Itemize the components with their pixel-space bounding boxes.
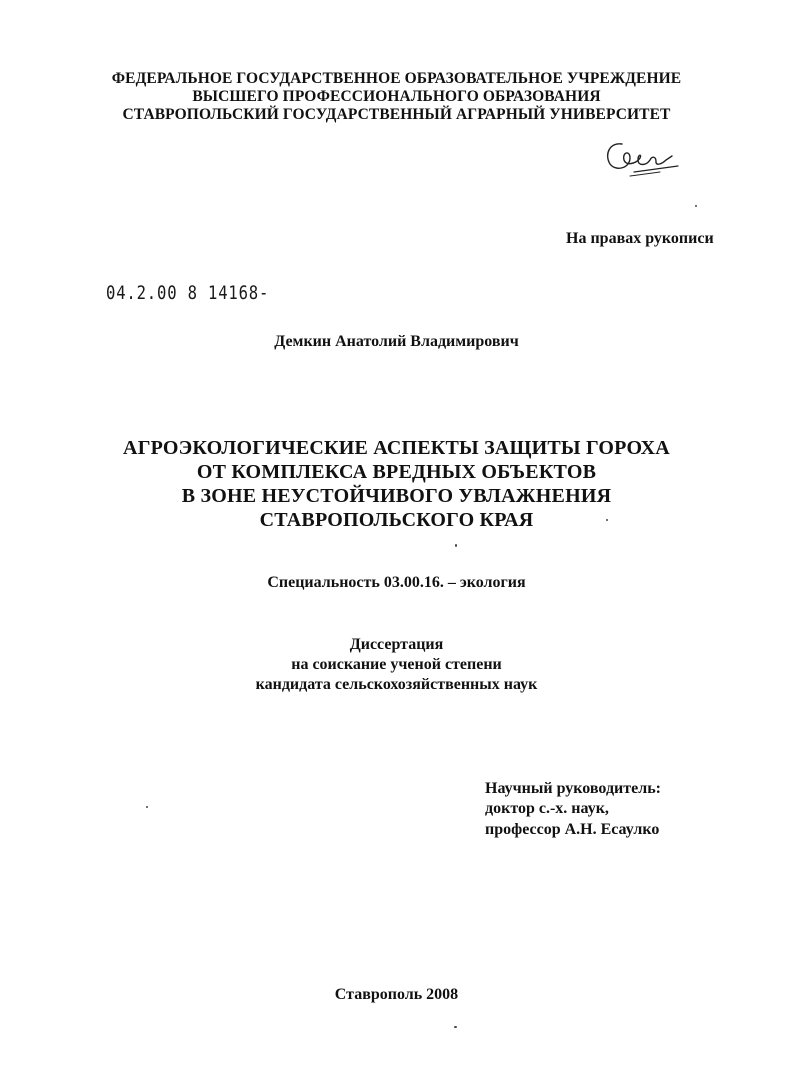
supervisor-line-1: Научный руководитель: xyxy=(485,780,661,797)
title-line-3: В ЗОНЕ НЕУСТОЙЧИВОГО УВЛАЖНЕНИЯ xyxy=(181,485,612,507)
header-line-1: ФЕДЕРАЛЬНОЕ ГОСУДАРСТВЕННОЕ ОБРАЗОВАТЕЛЬНОЕ УЧРЕЖДЕНИЕ xyxy=(111,70,682,87)
scan-speck xyxy=(146,806,148,808)
handwritten-signature xyxy=(600,132,692,182)
supervisor-line-2: доктор с.-х. наук, xyxy=(485,800,609,817)
title-line-2: ОТ КОМПЛЕКСА ВРЕДНЫХ ОБЪЕКТОВ xyxy=(196,461,597,483)
title-line-1: АГРОЭКОЛОГИЧЕСКИЕ АСПЕКТЫ ЗАЩИТЫ ГОРОХА xyxy=(123,437,670,459)
scan-speck xyxy=(455,544,457,547)
header-line-3: СТАВРОПОЛЬСКИЙ ГОСУДАРСТВЕННЫЙ АГРАРНЫЙ УНИВЕРСИТЕТ xyxy=(122,106,671,123)
degree-line-1: Диссертация xyxy=(349,636,444,653)
header-line-2: ВЫСШЕГО ПРОФЕССИОНАЛЬНОГО ОБРАЗОВАНИЯ xyxy=(192,88,601,105)
author-name: Демкин Анатолий Владимирович xyxy=(274,333,519,350)
registration-stamp: 04.2.00 8 14168- xyxy=(106,282,270,304)
degree-line-3: кандидата сельскохозяйственных наук xyxy=(255,676,538,693)
title-line-4: СТАВРОПОЛЬСКОГО КРАЯ xyxy=(259,509,534,531)
scan-speck xyxy=(606,519,608,521)
scan-speck xyxy=(454,1026,457,1028)
supervisor-line-3: профессор А.Н. Есаулко xyxy=(485,821,660,838)
degree-line-2: на соискание ученой степени xyxy=(291,656,502,673)
specialty: Специальность 03.00.16. – экология xyxy=(267,574,526,591)
manuscript-rights-note: На правах рукописи xyxy=(566,230,714,247)
city-year: Ставрополь 2008 xyxy=(334,986,459,1003)
scan-speck xyxy=(695,205,697,207)
